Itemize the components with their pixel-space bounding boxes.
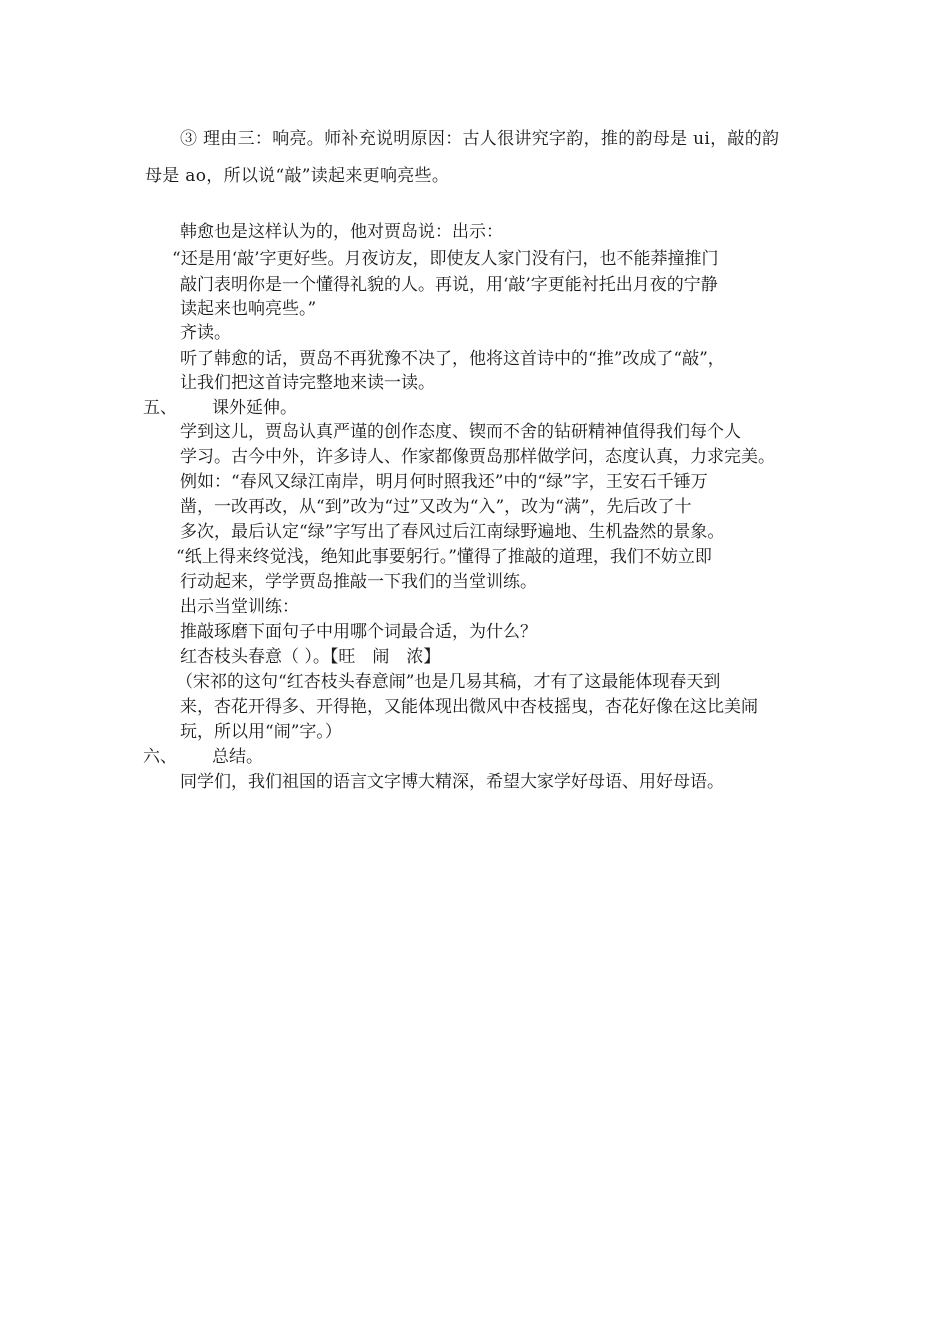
- reason3-line1: ③ 理由三：响亮。师补充说明原因：古人很讲究字韵，推的韵母是 ui，敲的韵: [180, 129, 780, 149]
- hanyu-intro: 韩愈也是这样认为的，他对贾岛说：出示：: [180, 222, 503, 242]
- section6-title: 总结。: [212, 747, 263, 767]
- section5-para-line5: 多次，最后认定“绿”字写出了春风过后江南绿野遍地、生机盎然的景象。: [180, 522, 725, 542]
- read-together: 齐读。: [180, 323, 231, 343]
- section5-para-line3: 例如：“春风又绿江南岸，明月何时照我还”中的“绿”字，王安石千锤万: [180, 472, 708, 492]
- hanyu-quote-line1: “还是用‘敲’字更好些。月夜访友，即使友人家门没有闩，也不能莽撞推门: [172, 249, 719, 269]
- exercise-intro: 出示当堂训练：: [180, 597, 299, 617]
- reason3-line2: 母是 ao，所以说“敲”读起来更响亮些。: [145, 166, 450, 186]
- section5-para-line4: 凿，一改再改，从“到”改为“过”又改为“入”，改为“满”，先后改了十: [180, 497, 692, 517]
- section6-para: 同学们，我们祖国的语言文字博大精深，希望大家学好母语、用好母语。: [180, 772, 724, 792]
- section5-title: 课外延伸。: [212, 398, 297, 418]
- answer-line3: 玩，所以用“闹”字。）: [180, 722, 342, 742]
- answer-line2: 来，杏花开得多、开得艳，又能体现出微风中杏枝摇曳，杏花好像在这比美闹: [180, 697, 758, 717]
- exercise-sentence: 红杏枝头春意（ ）。【旺 闹 浓】: [180, 647, 441, 667]
- hanyu-after-line1: 听了韩愈的话，贾岛不再犹豫不决了，他将这首诗中的“推”改成了“敲”，: [180, 349, 725, 369]
- section5-para-line7: 行动起来，学学贾岛推敲一下我们的当堂训练。: [180, 572, 537, 592]
- section5-para-line1: 学到这儿，贾岛认真严谨的创作态度、锲而不舍的钻研精神值得我们每个人: [180, 422, 741, 442]
- exercise-question: 推敲琢磨下面句子中用哪个词最合适，为什么？: [180, 622, 537, 642]
- section6-number: 六、: [143, 747, 177, 767]
- hanyu-quote-line3: 读起来也响亮些。”: [180, 299, 317, 319]
- section5-number: 五、: [143, 398, 177, 418]
- hanyu-quote-line2: 敲门表明你是一个懂得礼貌的人。再说，用‘敲’字更能衬托出月夜的宁静: [180, 275, 718, 295]
- answer-line1: （宋祁的这句“红杏枝头春意闹”也是几易其稿，才有了这最能体现春天到: [176, 672, 721, 692]
- section5-para-line2: 学习。古今中外，许多诗人、作家都像贾岛那样做学问，态度认真，力求完美。: [180, 447, 775, 467]
- hanyu-after-line2: 让我们把这首诗完整地来读一读。: [180, 373, 435, 393]
- section5-para-line6: “纸上得来终觉浅，绝知此事要躬行。”懂得了推敲的道理，我们不妨立即: [176, 547, 712, 567]
